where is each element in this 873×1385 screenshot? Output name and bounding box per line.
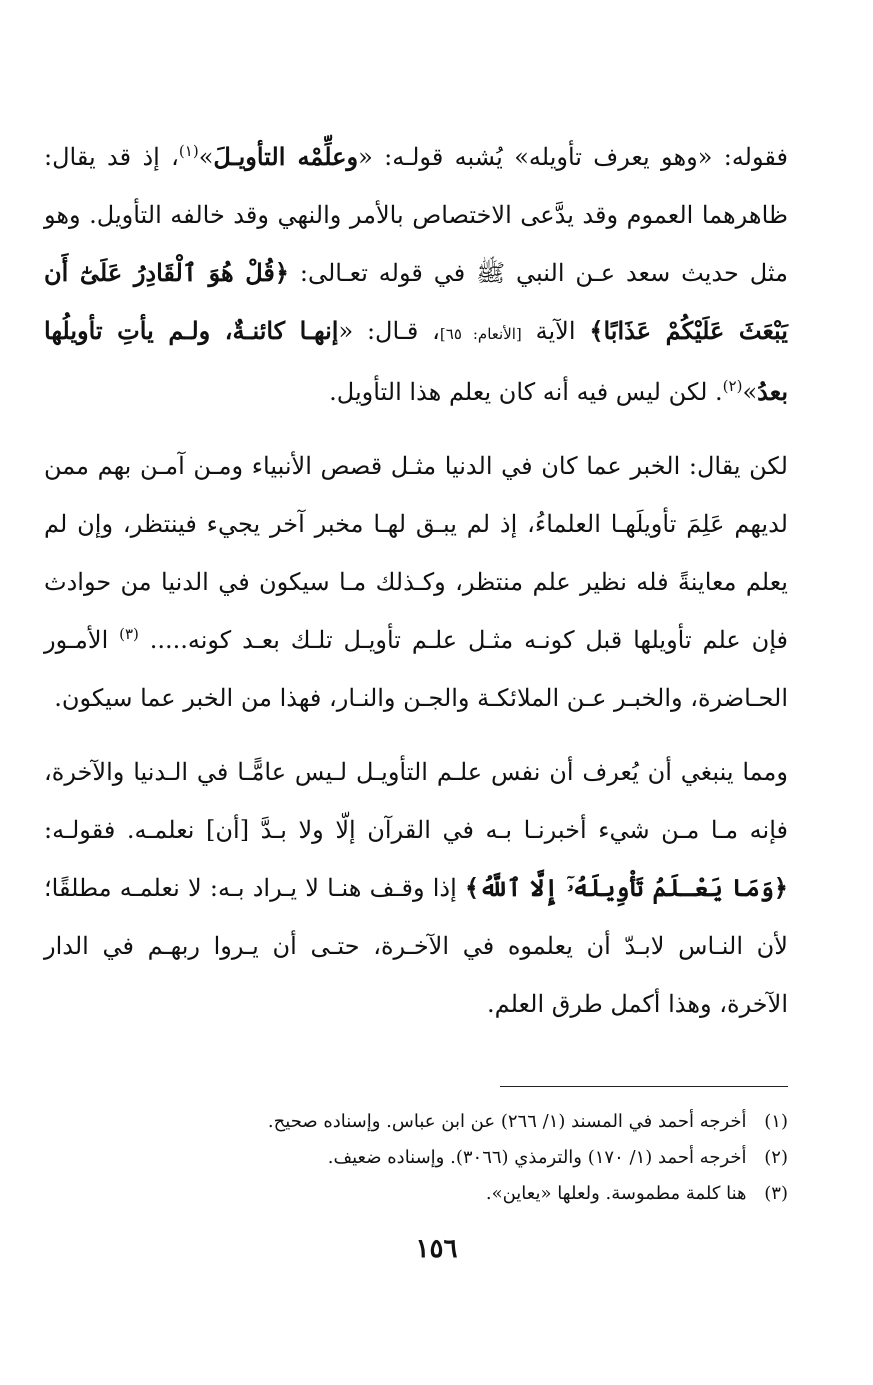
text-run: ، قـال: « <box>338 317 440 345</box>
text-run: . لكن ليس فيه أنه كان يعلم هذا التأويل. <box>329 378 723 406</box>
text-run: ومما ينبغي أن يُعرف أن نفس علـم التأويـل لـيس عامًّـا في الـدنيا والآخرة، فإنه مـا مـن شيء أخبرنـا بـه في القرآن إلّا ولا بـدَّ [أن] نعلمـه. فقولـه: <box>44 758 789 844</box>
quran-verse: ﴿وَمَا يَعْـلَمُ تَأْوِيلَهُۥٓ إِلَّا ٱللَّهُ﴾ <box>465 873 788 902</box>
footnote-ref: (٣) <box>119 625 139 643</box>
text-run: الأمـور الحـاضرة، والخبـر عـن الملائكـة والجـن والنـار، فهذا من الخبر عما سيكون. <box>44 626 788 712</box>
verse-reference: [الأنعام: ٦٥] <box>439 325 522 343</box>
text-run: إذا وقـف هنـا لا يـراد بـه: لا نعلمـه مطلقًا؛ لأن النـاس لابـدّ أن يعلموه في الآخـرة، حتـى أن يـروا ربهـم في الدار الآخرة، وهذا أكمل طرق العلم. <box>44 874 788 1018</box>
text-run: ، إذ قد يقال: ظاهرهما العموم وقد يدَّعى الاختصاص بالأمر والنهي وقد خالفه التأويل. وهو مثل حديث سعد عـن النبي ﷺ في قوله تعـالى: <box>44 143 789 287</box>
footnote-text: هنا كلمة مطموسة. ولعلها «يعاين». <box>485 1183 747 1204</box>
footnote-text: أخرجه أحمد في المسند (١/ ٢٦٦) عن ابن عباس. وإسناده صحيح. <box>267 1111 747 1132</box>
main-text <box>44 128 788 1033</box>
footnotes <box>60 1104 788 1212</box>
paragraph-3 <box>44 743 788 1033</box>
text-run: الآية <box>521 317 590 345</box>
footnote-3 <box>60 1176 788 1212</box>
footnote-separator <box>500 1086 788 1087</box>
quran-verse: ﴿قُلْ هُوَ ٱلْقَادِرُ عَلَىٰٓ أَن يَبْعَثَ عَلَيْكُمْ عَذَابًا﴾ <box>44 258 788 345</box>
footnote-2 <box>60 1140 788 1176</box>
page-number: ١٥٦ <box>415 1234 458 1264</box>
text-run: فقوله: «وهو يعرف تأويله» يُشبه قولـه: « <box>358 143 789 171</box>
footnote-number: (٣) <box>764 1183 788 1204</box>
text-run: لكن يقال: الخبر عما كان في الدنيا مثـل قصص الأنبياء ومـن آمـن بهم ممن لديهم عَلِمَ تأويلَهـا العلماءُ، إذ لم يبـق لهـا مخبر آخر يجيء فينتظر، وإن لم يعلم معاينةً فله نظير علم منتظر، وكـذلك مـا سيكون في الدنيا من حوادث فإن علم تأويلها قبل كونـه مثـل علـم تأويـل تلـك بعـد كونه..... <box>44 452 788 654</box>
footnote-text: أخرجه أحمد (١/ ١٧٠) والترمذي (٣٠٦٦). وإسناده ضعيف. <box>327 1147 747 1168</box>
paragraph-1 <box>44 128 788 421</box>
footnote-ref: (٢) <box>722 377 743 395</box>
text-run: » <box>742 378 758 406</box>
footnote-number: (١) <box>764 1111 788 1132</box>
hadith-quote: وعلِّمْه التأويـلَ <box>213 142 359 171</box>
paragraph-2 <box>44 437 788 727</box>
hadith-quote: إنهـا كائنـةٌ، ولـم يأتِ تأويلُها بعدُ <box>44 316 788 406</box>
footnote-number: (٢) <box>764 1147 788 1168</box>
footnote-1 <box>60 1104 788 1140</box>
footnote-ref: (١) <box>178 142 199 160</box>
text-run: » <box>198 143 214 171</box>
